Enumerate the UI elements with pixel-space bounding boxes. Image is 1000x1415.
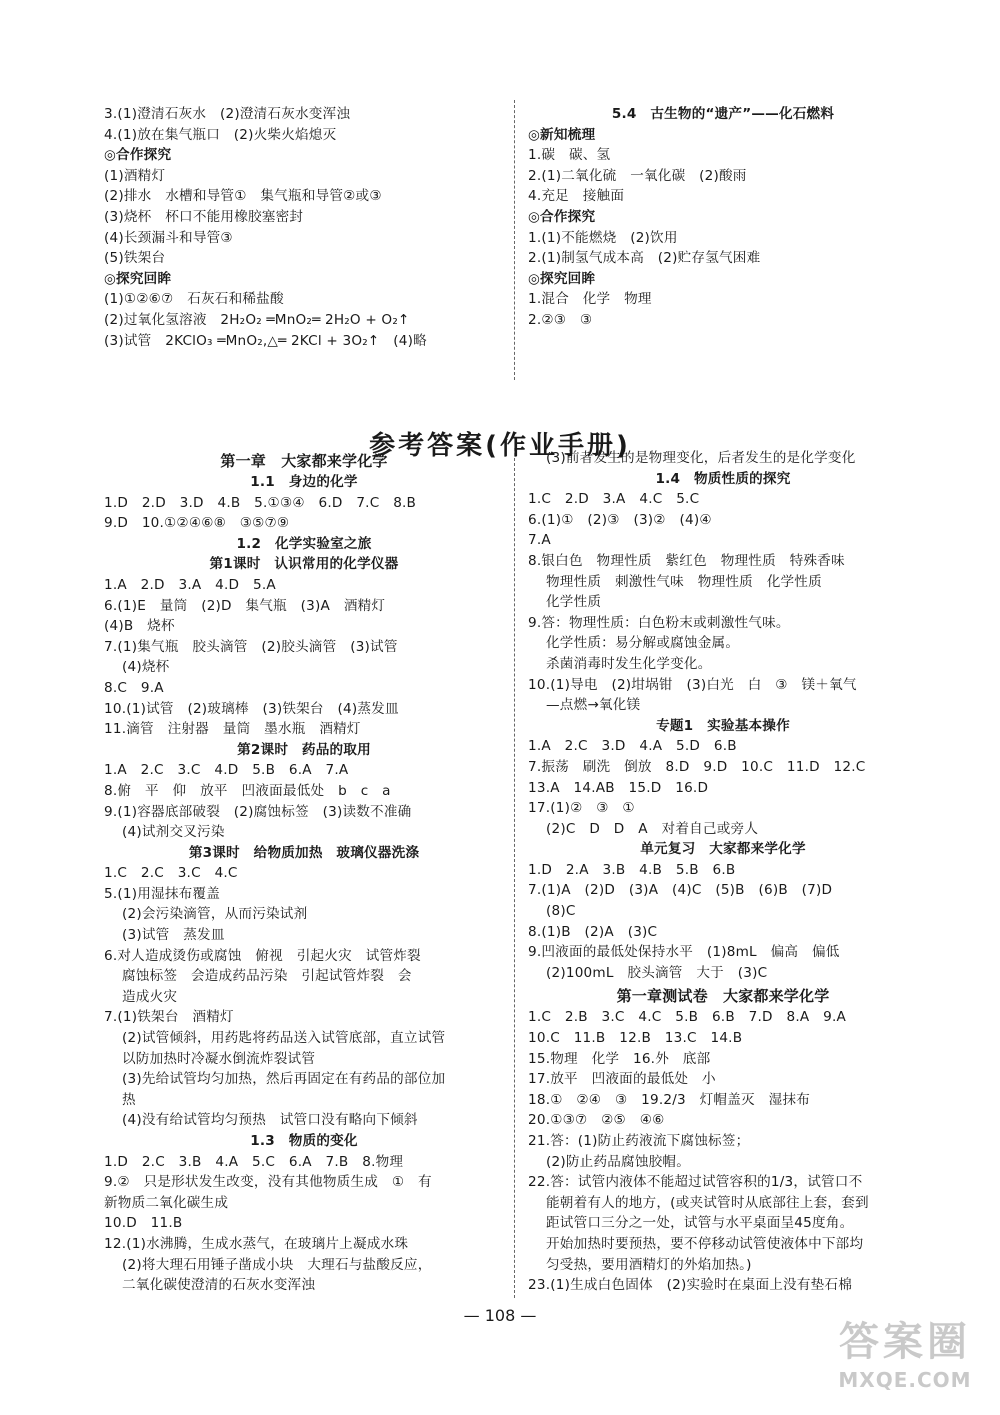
- answer-line: 10.D 11.B: [104, 1215, 183, 1232]
- watermark-text: 答案圈: [839, 1319, 971, 1365]
- answer-line: 热: [122, 1091, 136, 1108]
- answer-line: 造成火灾: [122, 988, 178, 1005]
- top-right-line: 1.(1)不能燃烧 (2)饮用: [528, 229, 678, 246]
- answer-line: 8.俯 平 仰 放平 凹液面最低处 b c a: [104, 782, 391, 799]
- answer-heading: 第一章 大家都来学化学: [220, 452, 388, 470]
- top-left-line: (3)烧杯 杯口不能用橡胶塞密封: [104, 208, 304, 225]
- top-right-line: ◎新知梳理: [528, 126, 596, 143]
- answer-line: 腐蚀标签 会造成药品污染 引起试管炸裂 会: [122, 968, 412, 985]
- answer-line: 6.(1)E 量筒 (2)D 集气瓶 (3)A 酒精灯: [104, 597, 386, 614]
- answer-heading: 1.3 物质的变化: [250, 1133, 358, 1149]
- top-left-line: 3.(1)澄清石灰水 (2)澄清石灰水变浑浊: [104, 106, 351, 122]
- answer-line: 7.振荡 刷洗 倒放 8.D 9.D 10.C 11.D 12.C: [528, 758, 866, 775]
- answer-heading: 单元复习 大家都来学化学: [640, 841, 806, 858]
- top-left-column: [104, 104, 504, 351]
- answer-line: 7.(1)A (2)D (3)A (4)C (5)B (6)B (7)D: [528, 882, 833, 899]
- answer-line: 化学性质: [546, 594, 602, 611]
- top-right-line: 1.碳 碳、氢: [528, 147, 611, 164]
- answer-line: 匀受热，要用酒精灯的外焰加热。): [546, 1256, 752, 1273]
- answer-line: 21.答：(1)防止药液流下腐蚀标签；: [528, 1133, 750, 1149]
- column-divider-top: [514, 100, 515, 380]
- top-right-line: 2.(1)二氧化硫 一氧化碳 (2)酸雨: [528, 167, 747, 184]
- answer-line: 9.凹液面的最低处保持水平 (1)8mL 偏高 偏低: [528, 944, 840, 961]
- answer-line: 11.滴管 注射器 量筒 墨水瓶 酒精灯: [104, 721, 361, 738]
- answer-line: (3)先给试管均匀加热，然后再固定在有药品的部位加: [122, 1071, 446, 1088]
- answer-line: (8)C: [546, 903, 576, 920]
- answer-line: 7.(1)集气瓶 胶头滴管 (2)胶头滴管 (3)试管: [104, 638, 398, 655]
- answer-line: (4)B 烧杯: [104, 618, 175, 635]
- answer-line: —点燃→氧化镁: [546, 697, 641, 714]
- top-left-line: (3)试管 2KClO₃ ═MnO₂,△═ 2KCl + 3O₂↑ (4)略: [104, 332, 427, 349]
- answer-line: 1.C 2.C 3.C 4.C: [104, 865, 238, 882]
- answer-line: 1.C 2.D 3.A 4.C 5.C: [528, 491, 700, 508]
- answer-line: 10.(1)导电 (2)坩埚钳 (3)白光 白 ③ 镁＋氧气: [528, 676, 857, 693]
- top-left-line: (2)过氧化氢溶液 2H₂O₂ ═MnO₂═ 2H₂O + O₂↑: [104, 311, 410, 328]
- top-left-line: ◎合作探究: [104, 147, 172, 164]
- top-left-line: (1)酒精灯: [104, 167, 166, 184]
- answer-line: (4)烧杯: [122, 659, 170, 676]
- top-right-line: 4.充足 接触面: [528, 188, 625, 205]
- answer-line: 8.银白色 物理性质 紫红色 物理性质 特殊香味: [528, 552, 845, 569]
- answer-line: 二氧化碳使澄清的石灰水变浑浊: [122, 1277, 316, 1294]
- answer-line: 杀菌消毒时发生化学变化。: [546, 655, 712, 672]
- answer-line: (4)没有给试管均匀预热 试管口没有略向下倾斜: [122, 1112, 418, 1129]
- answer-line: 13.A 14.AB 15.D 16.D: [528, 779, 709, 796]
- answer-line: 9.D 10.①②④⑥⑧ ③⑤⑦⑨: [104, 515, 290, 532]
- answer-line: (2)将大理石用锤子凿成小块 大理石与盐酸反应，: [122, 1256, 432, 1273]
- answer-line: 10.(1)试管 (2)玻璃棒 (3)铁架台 (4)蒸发皿: [104, 700, 399, 717]
- answer-line: 20.①③⑦ ②⑤ ④⑥: [528, 1112, 665, 1129]
- top-right-heading: 5.4 古生物的“遗产”——化石燃料: [611, 106, 835, 122]
- answer-line: 1.D 2.D 3.D 4.B 5.①③④ 6.D 7.C 8.B: [104, 494, 417, 511]
- answer-line: (3)试管 蒸发皿: [122, 927, 225, 944]
- answer-line: 17.放平 凹液面的最低处 小: [528, 1071, 716, 1088]
- top-right-column: [528, 104, 918, 331]
- answer-line: 化学性质：易分解或腐蚀金属。: [546, 635, 740, 652]
- answer-line: (3)前者发生的是物理变化，后者发生的是化学变化: [546, 450, 856, 466]
- top-left-line: (2)排水 水槽和导管① 集气瓶和导管②或③: [104, 188, 382, 205]
- answer-heading: 专题1 实验基本操作: [656, 717, 790, 734]
- top-right-line: ◎合作探究: [528, 208, 596, 225]
- watermark-url: MXQE.COM: [838, 1368, 972, 1392]
- answer-heading: 第3课时 给物质加热 玻璃仪器洗涤: [188, 844, 420, 861]
- answer-heading: 1.4 物质性质的探究: [655, 470, 791, 487]
- answer-line: 距试管口三分之一处，试管与水平桌面呈45度角。: [546, 1215, 854, 1232]
- answer-line: 12.(1)水沸腾，生成水蒸气，在玻璃片上凝成水珠: [104, 1235, 409, 1252]
- answer-line: (2)会污染滴管，从而污染试剂: [122, 906, 308, 923]
- answer-line: 9.答：物理性质：白色粉末或刺激性气味。: [528, 614, 790, 631]
- answer-line: 1.A 2.C 3.D 4.A 5.D 6.B: [528, 738, 737, 755]
- answer-line: 1.A 2.D 3.A 4.D 5.A: [104, 576, 276, 593]
- top-left-line: (4)长颈漏斗和导管③: [104, 229, 233, 246]
- answer-line: 9.② 只是形状发生改变，没有其他物质生成 ① 有: [104, 1174, 432, 1191]
- answer-line: 1.D 2.A 3.B 4.B 5.B 6.B: [528, 861, 736, 878]
- answer-line: 8.C 9.A: [104, 679, 164, 696]
- answer-line: (2)试管倾斜，用药匙将药品送入试管底部，直立试管: [122, 1030, 446, 1047]
- top-right-line: 2.(1)制氢气成本高 (2)贮存氢气困难: [528, 250, 761, 267]
- answer-line: 7.A: [528, 532, 551, 549]
- bottom-left-column: [104, 448, 504, 1296]
- page-number: — 108 —: [463, 1306, 537, 1325]
- answer-line: 7.(1)铁架台 酒精灯: [104, 1009, 234, 1026]
- answer-line: 以防加热时冷凝水倒流炸裂试管: [122, 1050, 316, 1067]
- answer-line: 1.D 2.C 3.B 4.A 5.C 6.A 7.B 8.物理: [104, 1153, 404, 1170]
- top-left-line: (1)①②⑥⑦ 石灰石和稀盐酸: [104, 291, 284, 308]
- answer-line: 开始加热时要预热，要不停移动试管使液体中下部均: [546, 1235, 864, 1252]
- answer-line: 17.(1)② ③ ①: [528, 800, 635, 817]
- answer-line: (4)试剂交叉污染: [122, 824, 225, 841]
- answer-heading: 1.2 化学实验室之旅: [236, 535, 372, 552]
- watermark-logo: [820, 1310, 990, 1405]
- top-left-line: ◎探究回眸: [104, 270, 172, 287]
- top-right-line: 1.混合 化学 物理: [528, 291, 652, 308]
- top-right-line: 2.②③ ③: [528, 311, 593, 328]
- answer-line: 18.① ②④ ③ 19.2/3 灯帽盖灭 湿抹布: [528, 1091, 810, 1108]
- answer-line: 5.(1)用湿抹布覆盖: [104, 885, 220, 902]
- answer-line: 6.对人造成烫伤或腐蚀 俯视 引起火灾 试管炸裂: [104, 947, 421, 964]
- answer-line: 15.物理 化学 16.外 底部: [528, 1050, 711, 1067]
- answer-line: 9.(1)容器底部破裂 (2)腐蚀标签 (3)读数不准确: [104, 803, 412, 820]
- answer-heading: 第一章测试卷 大家都来学化学: [616, 987, 830, 1006]
- bottom-right-column: [528, 448, 918, 1296]
- answer-line: 新物质二氧化碳生成: [104, 1194, 229, 1211]
- answer-line: 10.C 11.B 12.B 13.C 14.B: [528, 1030, 743, 1047]
- answer-line: 能朝着有人的地方，(或夹试管时从底部往上套，套到: [546, 1194, 869, 1211]
- answer-line: (2)防止药品腐蚀胶帽。: [546, 1153, 690, 1170]
- answer-line: (2)C D D A 对着自己或旁人: [546, 820, 759, 837]
- answer-line: 1.C 2.B 3.C 4.C 5.B 6.B 7.D 8.A 9.A: [528, 1009, 846, 1026]
- answer-line: 23.(1)生成白色固体 (2)实验时在桌面上没有垫石棉: [528, 1277, 853, 1294]
- answer-heading: 第2课时 药品的取用: [237, 741, 371, 758]
- answer-line: 22.答：试管内液体不能超过试管容积的1/3，试管口不: [528, 1174, 863, 1191]
- answer-line: (2)100mL 胶头滴管 大于 (3)C: [546, 964, 768, 981]
- top-left-line: (5)铁架台: [104, 250, 166, 267]
- answer-line: 8.(1)B (2)A (3)C: [528, 923, 658, 940]
- answer-line: 6.(1)① (2)③ (3)② (4)④: [528, 511, 712, 528]
- main-title: 参考答案(作业手册): [369, 431, 631, 461]
- answer-line: 1.A 2.C 3.C 4.D 5.B 6.A 7.A: [104, 762, 349, 779]
- answer-heading: 1.1 身边的化学: [250, 474, 358, 490]
- top-right-line: ◎探究回眸: [528, 270, 596, 287]
- column-divider-bottom: [514, 448, 515, 1298]
- answer-heading: 第1课时 认识常用的化学仪器: [209, 556, 399, 573]
- top-left-line: 4.(1)放在集气瓶口 (2)火柴火焰熄灭: [104, 126, 337, 143]
- answer-line: 物理性质 刺激性气味 物理性质 化学性质: [546, 573, 822, 590]
